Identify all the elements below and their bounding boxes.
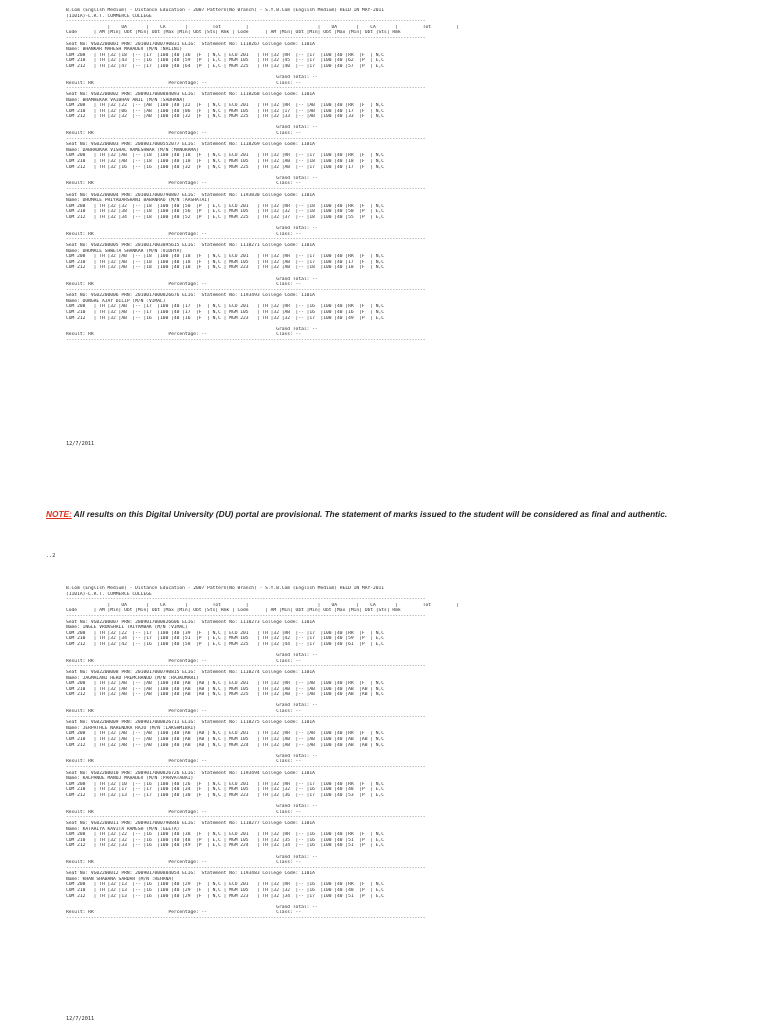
text-line: COM 208 | TH |32 |AB |-- |AB |100 |40 |AB |AB | N,C | ECO 201 | TH |32 |RR |-- |AB |100 |40 |RR |F | N,C	[66, 731, 385, 737]
text-line: COM 210 | TH |32 |43 |-- |16 |100 |40 |59 |P | E,C | MGM 105 | TH |32 |45 |-- |17 |100 |40 |62 |P | E,C	[66, 58, 385, 64]
text-line: ----------------------------------------------------------------------------------------------------------------------------------	[66, 714, 426, 720]
text-line: Result: RR Percentage: -- Class: --	[66, 80, 302, 86]
text-line: Seat No: VG02200001 PRN: 2010017000790831 ELIG: Statement No: 1118267 College Code: 1101A	[66, 41, 315, 47]
text-line: | UA | CA | Tot | | UA | CA | Tot |	[66, 24, 459, 30]
text-line: Seat No: VG02200004 PRN: 2010017000790807 ELIG: Statement No: 1193830 College Code: 1101A	[66, 192, 315, 198]
text-line: ----------------------------------------------------------------------------------------------------------------------------------	[66, 765, 426, 770]
text-line: COM 212 | TH |32 |AB |-- |18 |100 |40 |18 |F | N,C | MGM 223 | TH |32 |AB |-- |18 |100 |40 |18 |F | N,C	[66, 265, 385, 271]
text-line: COM 212 | TH |32 |42 |-- |16 |100 |40 |58 |P | E,C | MGM 225 | TH |32 |44 |-- |17 |100 |40 |61 |P | E,C	[66, 641, 385, 647]
text-line: COM 210 | TH |32 |38 |-- |18 |100 |40 |56 |P | E,C | MGM 105 | TH |32 |32 |-- |18 |100 |40 |50 |P | E,C	[66, 209, 385, 215]
text-line: Result: RR Percentage: -- Class: --	[66, 860, 302, 866]
text-line: Name: DHUMALE PRIYADARSHANI BABANRAO (M/N :AASHATAI)	[66, 198, 210, 204]
text-line: COM 212 | TH |32 |47 |-- |17 |100 |40 |64 |P | E,C | MGM 225 | TH |32 |40 |-- |17 |100 |40 |57 |P | E,C	[66, 63, 385, 69]
text-line: COM 208 | TH |32 |10 |-- |16 |100 |40 |26 |F | N,C | ECO 201 | TH |32 |RR |-- |17 |100 |40 |RR |F | N,C	[66, 781, 385, 787]
text-line: COM 208 | TH |32 |22 |-- |17 |100 |40 |39 |F | N,C | ECO 201 | TH |32 |RR |-- |17 |100 |40 |RR |F | N,C	[66, 630, 385, 636]
text-line: Grand Total: --	[66, 753, 318, 759]
text-line: COM 210 | TH |32 |AB |-- |AB |100 |40 |AB |AB | N,C | MGM 105 | TH |32 |AB |-- |AB |100 |40 |AB |AB | N,C	[66, 737, 385, 743]
text-line: Result: RR Percentage: -- Class: --	[66, 131, 302, 137]
text-line: Name: JAGMALANI HERO PREMCHANUD (M/N :RAJKUMARI)	[66, 675, 199, 681]
text-line: Seat No: VG02200012 PRN: 2009017000804054 ELIG: Statement No: 1193483 College Code: 1101A	[66, 871, 315, 877]
text-line: COM 212 | TH |32 |32 |-- |AB |100 |40 |32 |F | N,C | MGM 225 | TH |32 |33 |-- |AB |100 |40 |33 |F | N,C	[66, 114, 385, 120]
text-line: Grand Total: --	[66, 653, 318, 659]
text-line: Result: RR Percentage: -- Class: --	[66, 809, 302, 815]
text-line: COM 210 | TH |32 |13 |-- |16 |100 |40 |29 |F | N,C | MGM 105 | TH |32 |32 |-- |16 |100 |40 |48 |P | E,C	[66, 888, 385, 894]
text-line: COM 212 | TH |32 |13 |-- |17 |100 |40 |30 |F | N,C | MGM 223 | TH |32 |36 |-- |17 |100 |40 |53 |P | E,C	[66, 792, 385, 798]
text-line: (1101A)-L.R.T. COMMERCE COLLEGE	[66, 13, 152, 19]
text-line: ----------------------------------------------------------------------------------------------------------------------------------	[66, 916, 426, 922]
text-line: COM 212 | TH |32 |AB |-- |16 |100 |40 |16 |F | N,C | MGM 223 | TH |32 |32 |-- |17 |100 |40 |49 |P | E,C	[66, 315, 385, 321]
text-line: ----------------------------------------------------------------------------------------------------------------------------------	[66, 613, 426, 619]
text-line: Seat No: VG02200002 PRN: 2009017000804093 ELIG: Statement No: 1118268 College Code: 1101A	[66, 91, 315, 97]
text-line: COM 210 | TH |32 |AB |-- |17 |100 |40 |17 |F | N,C | MGM 105 | TH |32 |AB |-- |16 |100 |40 |16 |F | N,C	[66, 310, 385, 316]
text-line: ----------------------------------------------------------------------------------------------------------------------------------	[66, 287, 426, 293]
text-line: ----------------------------------------------------------------------------------------------------------------------------------	[66, 19, 426, 25]
text-line: COM 210 | TH |32 |AB |-- |AB |100 |40 |AB |AB | N,C | MGM 105 | TH |32 |AB |-- |AB |100 |40 |AB |AB | N,C	[66, 686, 385, 692]
text-line: Name: KATARIYA KAVITA RAMESH (M/N :GEETA)	[66, 826, 180, 832]
text-line: Grand Total: --	[66, 226, 318, 232]
result-sheet-page-2	[66, 586, 706, 922]
text-line: Result: RR Percentage: -- Class: --	[66, 181, 302, 187]
text-line: B.Com (English Medium) - Distance Education - 2007 Pattern(No Branch) - S.Y.B.Com (English Medium) HELD IN MAY-2011	[66, 8, 385, 13]
text-line: Grand Total: --	[66, 75, 318, 81]
text-line: Grand Total: --	[66, 804, 318, 810]
text-line: Result: RR Percentage: -- Class: --	[66, 658, 302, 664]
text-line: Name: INGLE VRUKSHALI TRIYAMBAK (M/N :VIMAL)	[66, 625, 188, 631]
text-line: ----------------------------------------------------------------------------------------------------------------------------------	[66, 136, 426, 142]
text-line: COM 208 | TH |32 |22 |-- |16 |100 |40 |38 |F | N,C | ECO 201 | TH |32 |RR |-- |16 |100 |40 |RR |F | N,C	[66, 832, 385, 838]
text-line: Name: BHANKAR MAHESH MAHADEV (M/N :NALINI)	[66, 47, 183, 53]
text-line: Result: RR Percentage: -- Class: --	[66, 282, 302, 288]
text-line: Seat No: VG02200008 PRN: 2010017000790815 ELIG: Statement No: 1118274 College Code: 1101A	[66, 669, 315, 675]
text-line: Name: DHUMALE SHWETA SHANKAR (M/N :VIDHYA)	[66, 248, 183, 254]
text-line: Grand Total: --	[66, 125, 318, 131]
page-marker: ..2	[46, 553, 56, 559]
text-line: Result: RR Percentage: -- Class: --	[66, 709, 302, 715]
provisional-note	[46, 509, 667, 519]
note-text: All results on this Digital University (DU) portal are provisional. The statement of marks issued to the student will be considered as final and authentic.	[71, 509, 668, 519]
text-line: ----------------------------------------------------------------------------------------------------------------------------------	[66, 664, 426, 670]
text-line: Seat No: VG02200006 PRN: 2010017000826676 ELIG: Statement No: 1193493 College Code: 1101A	[66, 293, 315, 299]
text-line: COM 210 | TH |32 |34 |-- |17 |100 |40 |51 |P | E,C | MGM 105 | TH |32 |42 |-- |17 |100 |40 |59 |P | E,C	[66, 636, 385, 642]
text-line: Name: DABHADKAR VISHAL RAMESHWAR (M/N :MANORAMA)	[66, 147, 199, 153]
text-line: Grand Total: --	[66, 703, 318, 709]
text-line: COM 212 | TH |32 |13 |-- |16 |100 |40 |29 |F | N,C | MGM 223 | TH |32 |34 |-- |17 |100 |40 |51 |P | E,C	[66, 893, 385, 899]
text-line: Name: BRAMHEKAR VAIBHAV ANIL (M/N :SADHANA)	[66, 97, 185, 103]
text-line: Grand Total: --	[66, 854, 318, 860]
text-line: ----------------------------------------------------------------------------------------------------------------------------------	[66, 86, 426, 92]
text-line: Grand Total: --	[66, 904, 318, 910]
text-line: Grand Total: --	[66, 326, 318, 332]
text-line: Code | AM |Min| Obt |Min| Obt |Max |Min| Obt |Sts| Rmk | Code | AM |Min| Obt |Min| Obt |Max |Min| Obt |Sts| Rmk	[66, 30, 401, 36]
text-line: COM 208 | TH |32 |22 |-- |AB |100 |40 |22 |F | N,C | ECO 201 | TH |32 |RR |-- |AB |100 |40 |RR |F | N,C	[66, 103, 385, 109]
text-line: COM 212 | TH |32 |16 |-- |16 |100 |40 |32 |F | N,C | MGM 225 | TH |32 |AB |-- |17 |100 |40 |17 |F | N,C	[66, 164, 385, 170]
text-line: Seat No: VG02200009 PRN: 2009017000826711 ELIG: Statement No: 1118275 College Code: 1101A	[66, 720, 315, 726]
text-line: ----------------------------------------------------------------------------------------------------------------------------------	[66, 237, 426, 243]
text-line: COM 208 | TH |32 |AB |-- |AB |100 |40 |AB |AB | N,C | ECO 201 | TH |32 |RR |-- |AB |100 |40 |RR |F | N,C	[66, 681, 385, 687]
text-line: B.Com (English Medium) - Distance Education - 2007 Pattern(No Branch) - S.Y.B.Com (English Medium) HELD IN MAY-2011	[66, 586, 385, 591]
text-line: Code | AM |Min| Obt |Min| Obt |Max |Min| Obt |Sts| Rmk | Code | AM |Min| Obt |Min| Obt |Max |Min| Obt |Sts| Rmk	[66, 608, 401, 614]
text-line: Name: KHAN SHABANA SARDAR (M/N :REHANA)	[66, 876, 174, 882]
text-line: COM 210 | TH |32 |32 |-- |16 |100 |40 |48 |P | E,C | MGM 105 | TH |32 |35 |-- |16 |100 |40 |51 |P | E,C	[66, 837, 385, 843]
text-line: ----------------------------------------------------------------------------------------------------------------------------------	[66, 35, 426, 41]
result-sheet-page-1	[66, 8, 706, 344]
text-line: COM 208 | TH |32 |32 |-- |18 |100 |40 |50 |P | E,C | ECO 201 | TH |32 |RR |-- |18 |100 |40 |RR |F | N,C	[66, 203, 385, 209]
text-line: Seat No: VG02200007 PRN: 2009017000826606 ELIG: Statement No: 1118273 College Code: 1101A	[66, 619, 315, 625]
text-line: COM 210 | TH |32 |06 |-- |AB |100 |40 |06 |F | N,C | MGM 105 | TH |32 |17 |-- |AB |100 |40 |17 |F | N,C	[66, 108, 385, 114]
text-line: COM 208 | TH |32 |18 |-- |17 |100 |40 |36 |F | N,C | ECO 201 | TH |32 |RR |-- |17 |100 |40 |RR |F | N,C	[66, 52, 385, 58]
text-line: COM 208 | TH |32 |13 |-- |16 |100 |40 |29 |F | N,C | ECO 201 | TH |32 |RR |-- |16 |100 |40 |RR |F | N,C	[66, 882, 385, 888]
text-line: ----------------------------------------------------------------------------------------------------------------------------------	[66, 187, 426, 192]
text-line: COM 212 | TH |32 |AB |-- |AB |100 |40 |AB |AB | N,C | MGM 225 | TH |32 |AB |-- |AB |100 |40 |AB |AB | N,C	[66, 692, 385, 698]
text-line: COM 212 | TH |32 |AB |-- |AB |100 |40 |AB |AB | N,C | MGM 224 | TH |32 |AB |-- |AB |100 |40 |AB |AB | N,C	[66, 742, 385, 748]
text-line: Result: RR Percentage: -- Class: --	[66, 910, 302, 916]
text-line: COM 210 | TH |32 |17 |-- |17 |100 |40 |34 |F | N,C | MGM 105 | TH |32 |32 |-- |16 |100 |40 |48 |P | E,C	[66, 787, 385, 793]
text-line: (1101A)-L.R.T. COMMERCE COLLEGE	[66, 591, 152, 597]
text-line: Result: RR Percentage: -- Class: --	[66, 332, 302, 338]
text-line: Result: RR Percentage: -- Class: --	[66, 759, 302, 765]
text-line: Name: DONGRE AJAY DILIP (M/N :VIMAL)	[66, 298, 166, 304]
text-line: COM 210 | TH |32 |AB |-- |18 |100 |40 |18 |F | N,C | MGM 105 | TH |32 |AB |-- |18 |100 |40 |18 |F | N,C	[66, 159, 385, 165]
text-line: ----------------------------------------------------------------------------------------------------------------------------------	[66, 338, 426, 344]
text-line: Grand Total: --	[66, 276, 318, 282]
text-line: COM 212 | TH |32 |33 |-- |16 |100 |40 |49 |P | E,C | MGM 224 | TH |32 |34 |-- |16 |100 |40 |51 |P | E,C	[66, 843, 385, 849]
text-line: ----------------------------------------------------------------------------------------------------------------------------------	[66, 597, 426, 603]
text-line: Seat No: VG02200010 PRN: 2009017000826726 ELIG: Statement No: 1193494 College Code: 1101A	[66, 770, 315, 776]
text-line: Seat No: VG02200011 PRN: 2009017000790846 ELIG: Statement No: 1118277 College Code: 1101A	[66, 820, 315, 826]
text-line: Name: KALPANDE MANOJ MAHADEV (M/N :PARVATABAI)	[66, 776, 194, 782]
note-label: NOTE:	[46, 509, 72, 519]
text-line: | UA | CA | Tot | | UA | CA | Tot |	[66, 602, 459, 608]
text-line: COM 208 | TH |32 |AB |-- |18 |100 |40 |18 |F | N,C | ECO 201 | TH |32 |RR |-- |17 |100 |40 |RR |F | N,C	[66, 153, 385, 159]
text-line: Result: RR Percentage: -- Class: --	[66, 231, 302, 237]
text-line: Seat No: VG02200003 PRN: 2008017000552077 ELIG: Statement No: 1118269 College Code: 1101A	[66, 142, 315, 148]
text-line: COM 208 | TH |32 |AB |-- |18 |100 |40 |18 |F | N,C | ECO 201 | TH |32 |RR |-- |17 |100 |40 |RR |F | N,C	[66, 254, 385, 260]
text-line: Seat No: VG02200005 PRN: 2010017003095615 ELIG: Statement No: 1118271 College Code: 1101A	[66, 242, 315, 248]
page-2-date: 12/7/2011	[66, 1016, 95, 1022]
text-line: ----------------------------------------------------------------------------------------------------------------------------------	[66, 815, 426, 821]
text-line: Name: JERPATHLE NARENDRA RAJU (M/N :LAKSHMIBAI)	[66, 725, 196, 731]
page-1-date: 12/7/2011	[66, 441, 95, 447]
text-line: COM 212 | TH |32 |34 |-- |18 |100 |40 |52 |P | E,C | MGM 225 | TH |32 |37 |-- |18 |100 |40 |55 |P | E,C	[66, 214, 385, 220]
text-line: COM 208 | TH |32 |AB |-- |17 |100 |40 |17 |F | N,C | ECO 201 | TH |32 |RR |-- |16 |100 |40 |RR |F | N,C	[66, 304, 385, 310]
text-line: Grand Total: --	[66, 175, 318, 181]
text-line: COM 210 | TH |32 |AB |-- |18 |100 |40 |18 |F | N,C | MGM 105 | TH |32 |AB |-- |17 |100 |40 |17 |F | N,C	[66, 259, 385, 265]
text-line: ----------------------------------------------------------------------------------------------------------------------------------	[66, 865, 426, 871]
